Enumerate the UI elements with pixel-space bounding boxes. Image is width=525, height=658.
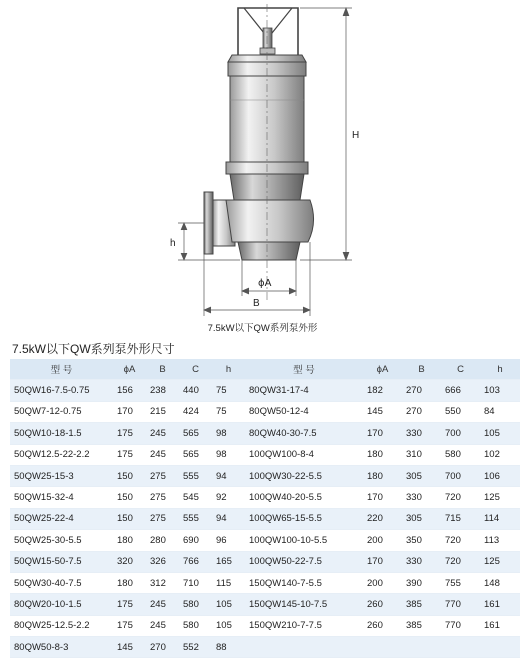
cell-h: 103 <box>480 380 520 401</box>
cell-B: 330 <box>402 551 441 572</box>
cell-C: 770 <box>441 615 480 636</box>
cell-model: 80QW50-12-4 <box>245 401 363 422</box>
cell-phiA: 260 <box>363 615 402 636</box>
dimension-table <box>10 359 520 658</box>
table-header-row <box>10 359 520 380</box>
cell-model: 50QW25-30-5.5 <box>10 530 113 551</box>
table-row <box>10 615 520 636</box>
cell-C: 720 <box>441 551 480 572</box>
cell-model: 80QW40-30-7.5 <box>245 423 363 444</box>
cell-B: 310 <box>402 444 441 465</box>
cell-C: 710 <box>179 572 212 593</box>
cell-model: 150QW140-7-5.5 <box>245 572 363 593</box>
cell-h: 102 <box>480 444 520 465</box>
table-row <box>10 487 520 508</box>
cell-B: 275 <box>146 508 179 529</box>
cell-h: 98 <box>212 444 245 465</box>
header-C: C <box>179 359 212 380</box>
cell-model: 150QW145-10-7.5 <box>245 594 363 615</box>
cell-phiA: 150 <box>113 487 146 508</box>
header-B: B <box>402 359 441 380</box>
cell-phiA: 170 <box>363 487 402 508</box>
cell-B: 270 <box>146 637 179 658</box>
cell-model: 50QW15-32-4 <box>10 487 113 508</box>
cell-B: 275 <box>146 487 179 508</box>
cell-phiA: 320 <box>113 551 146 572</box>
cell-model: 50QW25-15-3 <box>10 465 113 486</box>
cell-C: 580 <box>179 594 212 615</box>
cell-h: 94 <box>212 465 245 486</box>
cell-B: 270 <box>402 380 441 401</box>
cell-phiA: 170 <box>363 551 402 572</box>
dimension-H-label: H <box>352 130 360 141</box>
cell-B: 245 <box>146 444 179 465</box>
cell-phiA <box>363 637 402 658</box>
cell-h: 114 <box>480 508 520 529</box>
table-row <box>10 465 520 486</box>
cell-h: 125 <box>480 551 520 572</box>
cell-B: 215 <box>146 401 179 422</box>
cell-B: 350 <box>402 530 441 551</box>
cell-B: 326 <box>146 551 179 572</box>
cell-B: 270 <box>402 401 441 422</box>
cell-model: 150QW210-7-7.5 <box>245 615 363 636</box>
cell-model: 50QW16-7.5-0.75 <box>10 380 113 401</box>
cell-phiA: 175 <box>113 423 146 444</box>
cell-model: 100QW30-22-5.5 <box>245 465 363 486</box>
header-model: 型 号 <box>10 359 113 380</box>
table-row <box>10 423 520 444</box>
cell-B: 330 <box>402 423 441 444</box>
cell-B: 305 <box>402 508 441 529</box>
cell-C: 440 <box>179 380 212 401</box>
cell-h: 94 <box>212 508 245 529</box>
cell-model: 80QW50-8-3 <box>10 637 113 658</box>
header-h: h <box>480 359 520 380</box>
cell-model: 50QW10-18-1.5 <box>10 423 113 444</box>
cell-C: 550 <box>441 401 480 422</box>
cell-phiA: 156 <box>113 380 146 401</box>
cell-model: 50QW25-22-4 <box>10 508 113 529</box>
cell-model: 100QW40-20-5.5 <box>245 487 363 508</box>
cell-h: 115 <box>212 572 245 593</box>
cell-B: 238 <box>146 380 179 401</box>
cell-model: 50QW7-12-0.75 <box>10 401 113 422</box>
cell-h: 161 <box>480 594 520 615</box>
cell-B: 330 <box>402 487 441 508</box>
cell-h: 105 <box>212 615 245 636</box>
cell-B <box>402 637 441 658</box>
table-title: 7.5kW以下QW系列泵外形尺寸 <box>12 342 175 356</box>
cell-B: 275 <box>146 465 179 486</box>
cell-C: 720 <box>441 530 480 551</box>
cell-phiA: 182 <box>363 380 402 401</box>
cell-C: 715 <box>441 508 480 529</box>
cell-h: 165 <box>212 551 245 572</box>
cell-phiA: 145 <box>113 637 146 658</box>
cell-h: 161 <box>480 615 520 636</box>
dimension-h-label: h <box>170 238 176 249</box>
cell-phiA: 170 <box>113 401 146 422</box>
cell-B: 305 <box>402 465 441 486</box>
cell-B: 385 <box>402 594 441 615</box>
cell-model: 100QW50-22-7.5 <box>245 551 363 572</box>
table-row <box>10 401 520 422</box>
header-phiA: ϕA <box>363 359 402 380</box>
cell-phiA: 150 <box>113 508 146 529</box>
cell-C: 580 <box>441 444 480 465</box>
pump-inlet-base <box>238 242 300 260</box>
table-row <box>10 594 520 615</box>
table-row <box>10 508 520 529</box>
cell-C: 565 <box>179 444 212 465</box>
cell-C: 755 <box>441 572 480 593</box>
dimension-B-label: B <box>253 298 260 309</box>
cell-phiA: 175 <box>113 615 146 636</box>
cell-phiA: 260 <box>363 594 402 615</box>
cell-phiA: 180 <box>363 465 402 486</box>
cell-B: 280 <box>146 530 179 551</box>
table-body <box>10 380 520 658</box>
cell-B: 245 <box>146 615 179 636</box>
cell-h: 88 <box>212 637 245 658</box>
table-row <box>10 530 520 551</box>
cell-phiA: 170 <box>363 423 402 444</box>
figure-caption: 7.5kW以下QW系列泵外形 <box>207 323 318 334</box>
cell-C: 766 <box>179 551 212 572</box>
cell-C: 700 <box>441 465 480 486</box>
cell-h: 106 <box>480 465 520 486</box>
cell-B: 245 <box>146 594 179 615</box>
cell-model <box>245 637 363 658</box>
cell-phiA: 175 <box>113 444 146 465</box>
cell-C: 700 <box>441 423 480 444</box>
table-row <box>10 637 520 658</box>
table-row <box>10 572 520 593</box>
header-phiA: ϕA <box>113 359 146 380</box>
cell-h: 96 <box>212 530 245 551</box>
cell-phiA: 180 <box>363 444 402 465</box>
header-C: C <box>441 359 480 380</box>
cell-model: 80QW25-12.5-2.2 <box>10 615 113 636</box>
cell-C: 555 <box>179 465 212 486</box>
cell-C: 545 <box>179 487 212 508</box>
cell-model: 50QW15-50-7.5 <box>10 551 113 572</box>
cell-h: 105 <box>212 594 245 615</box>
cell-C <box>441 637 480 658</box>
cell-h: 75 <box>212 380 245 401</box>
cell-C: 720 <box>441 487 480 508</box>
pump-volute <box>226 200 314 242</box>
cell-phiA: 200 <box>363 572 402 593</box>
cell-model: 100QW100-8-4 <box>245 444 363 465</box>
cell-C: 555 <box>179 508 212 529</box>
cell-model: 100QW100-10-5.5 <box>245 530 363 551</box>
table-row <box>10 444 520 465</box>
cell-model: 50QW30-40-7.5 <box>10 572 113 593</box>
cell-model: 50QW12.5-22-2.2 <box>10 444 113 465</box>
table-row <box>10 551 520 572</box>
cell-phiA: 150 <box>113 465 146 486</box>
cell-model: 80QW31-17-4 <box>245 380 363 401</box>
cell-h: 125 <box>480 487 520 508</box>
header-B: B <box>146 359 179 380</box>
table-row <box>10 380 520 401</box>
cell-phiA: 180 <box>113 530 146 551</box>
cell-h: 92 <box>212 487 245 508</box>
header-model: 型 号 <box>245 359 363 380</box>
cell-C: 770 <box>441 594 480 615</box>
cell-h: 105 <box>480 423 520 444</box>
cell-C: 666 <box>441 380 480 401</box>
cell-model: 80QW20-10-1.5 <box>10 594 113 615</box>
cell-C: 565 <box>179 423 212 444</box>
cell-C: 690 <box>179 530 212 551</box>
cell-h: 98 <box>212 423 245 444</box>
cell-phiA: 220 <box>363 508 402 529</box>
cell-B: 390 <box>402 572 441 593</box>
header-h: h <box>212 359 245 380</box>
cell-C: 552 <box>179 637 212 658</box>
cell-phiA: 180 <box>113 572 146 593</box>
dimension-phiA-label: ϕA <box>258 278 272 289</box>
cell-phiA: 200 <box>363 530 402 551</box>
cell-C: 580 <box>179 615 212 636</box>
cell-B: 385 <box>402 615 441 636</box>
cell-h <box>480 637 520 658</box>
cell-phiA: 145 <box>363 401 402 422</box>
cell-model: 100QW65-15-5.5 <box>245 508 363 529</box>
cell-h: 148 <box>480 572 520 593</box>
cell-B: 245 <box>146 423 179 444</box>
cell-C: 424 <box>179 401 212 422</box>
cell-B: 312 <box>146 572 179 593</box>
cell-h: 84 <box>480 401 520 422</box>
cell-phiA: 175 <box>113 594 146 615</box>
cell-h: 113 <box>480 530 520 551</box>
cell-h: 75 <box>212 401 245 422</box>
